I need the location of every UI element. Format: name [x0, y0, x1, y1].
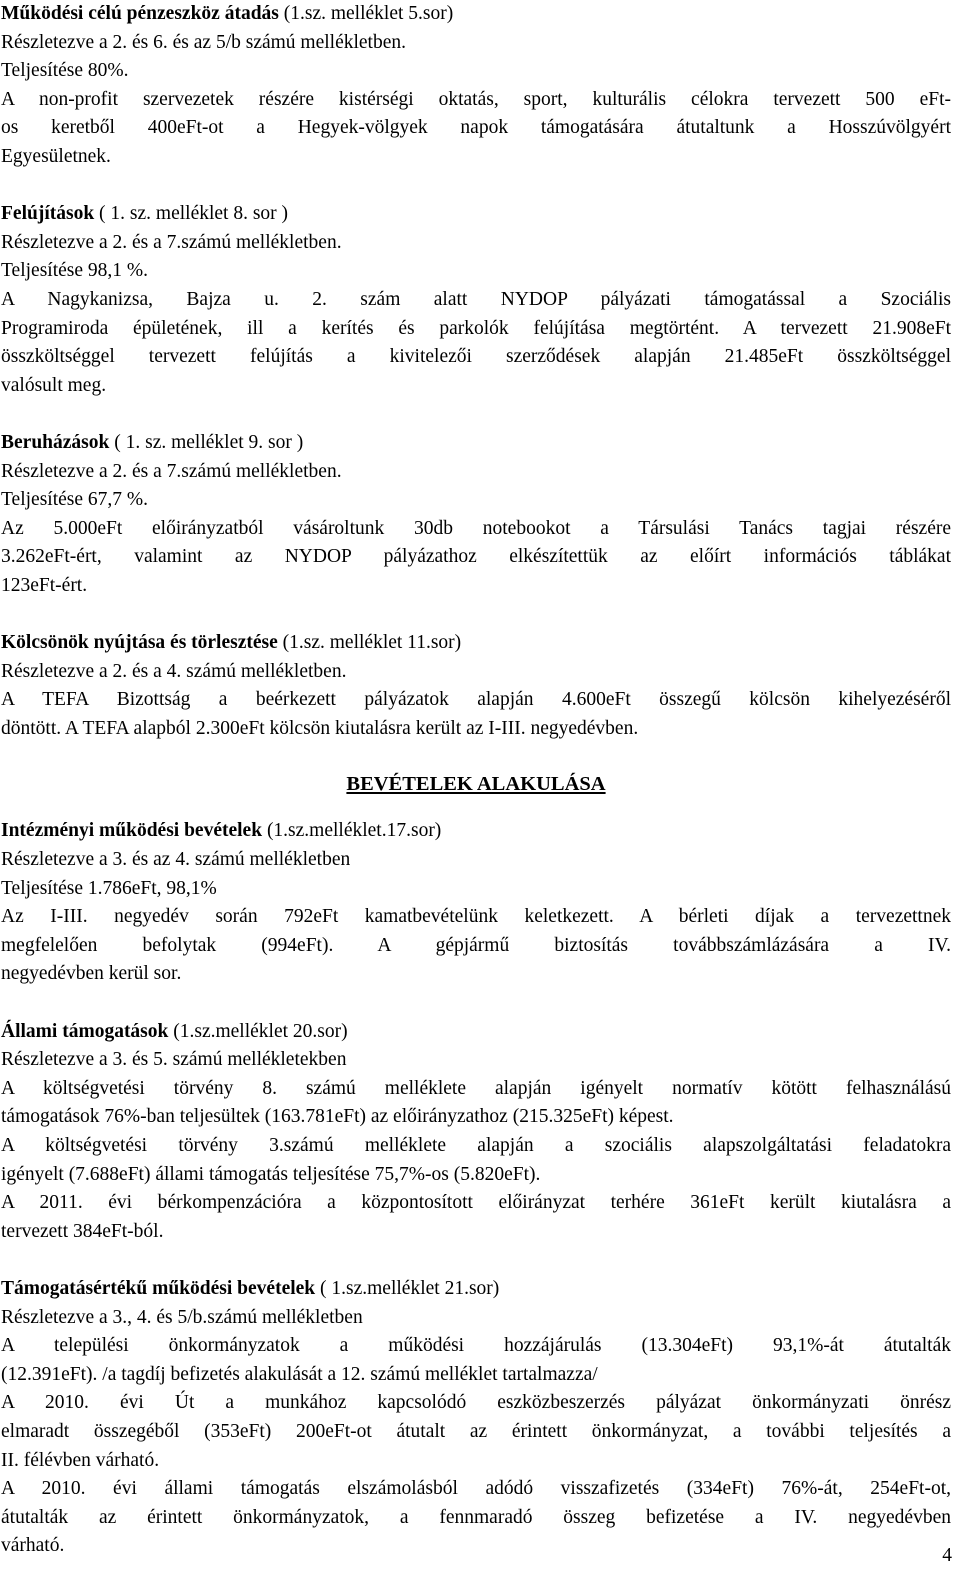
body-line: A non-profit szervezetek részére kistérségi oktatás, sport, kulturális célokra tervezett 500 eFt- [1, 88, 951, 110]
body-line: II. félévben várható. [1, 1449, 160, 1471]
detail-line: Részletezve a 3. és 5. számú mellékletekben [1, 1049, 347, 1071]
section-heading [1, 200, 951, 229]
body-line: valósult meg. [1, 374, 107, 396]
body-line: összköltséggel tervezett felújítás a kivitelezői szerződések alapján 21.485eFt összköltséggel [1, 346, 951, 368]
body-line: 3.262eFt-ért, valamint az NYDOP pályázathoz elkészítettük az előírt információs táblákat [1, 546, 951, 568]
spacer [1, 743, 951, 765]
detail-line: Részletezve a 3. és az 4. számú mellékletben [1, 849, 351, 871]
body-line: Programiroda épületének, ill a kerítés és parkolók felújítása megtörtént. A tervezett 21.908eFt [1, 317, 951, 339]
body-line: (12.391eFt). /a tagdíj befizetés alakulását a 12. számú melléklet tartalmazza/ [1, 1363, 598, 1385]
detail-line: Részletezve a 2. és a 7.számú mellékletben. [1, 231, 342, 253]
spacer [1, 803, 951, 817]
page-number: 4 [942, 1545, 952, 1566]
body-line: megfelelően befolytak (994eFt). A gépjármű biztosítás továbbszámlázására a IV. [1, 934, 951, 956]
spacer [1, 172, 951, 201]
body-line: A Nagykanizsa, Bajza u. 2. szám alatt NYDOP pályázati támogatással a Szociális [1, 288, 951, 310]
heading-bold: Támogatásértékű működési bevételek [1, 1277, 316, 1299]
spacer [1, 600, 951, 629]
body-line: A költségvetési törvény 8. számú melléklete alapján igényelt normatív kötött felhasználású [1, 1077, 951, 1099]
heading-bold: Beruházások [1, 431, 110, 453]
completion-line: Teljesítése 1.786eFt, 98,1% [1, 877, 217, 899]
body-line: igényelt (7.688eFt) állami támogatás teljesítése 75,7%-os (5.820eFt). [1, 1163, 541, 1185]
detail-line: Részletezve a 2. és 6. és az 5/b számú mellékletben. [1, 31, 407, 53]
section-heading [1, 429, 951, 458]
body-line: A 2010. évi Út a munkához kapcsolódó eszközbeszerzés pályázat önkormányzati önrész [1, 1392, 951, 1414]
section-heading [1, 1018, 951, 1047]
heading-rest: ( 1. sz. melléklet 9. sor ) [109, 431, 304, 453]
heading-bold: Működési célú pénzeszköz átadás [1, 3, 279, 24]
body-line: tervezett 384eFt-ból. [1, 1220, 164, 1242]
heading-rest: (1.sz. melléklet 11.sor) [277, 632, 462, 654]
body-line: negyedévben kerül sor. [1, 963, 182, 985]
body-line: Egyesületnek. [1, 145, 111, 167]
heading-rest: (1.sz.melléklet.17.sor) [262, 820, 442, 842]
heading-bold: Felújítások [1, 203, 95, 225]
body-line: Az 5.000eFt előirányzatból vásároltunk 30db notebookot a Társulási Tanács tagjai részére [1, 517, 951, 539]
body-line: Az I-III. negyedév során 792eFt kamatbevételünk keletkezett. A bérleti díjak a tervezettnek [1, 906, 951, 928]
heading-bold: Intézményi működési bevételek [1, 820, 263, 842]
spacer [1, 989, 951, 1018]
body-line: 123eFt-ért. [1, 574, 88, 596]
heading-bold: Kölcsönök nyújtása és törlesztése [1, 632, 278, 654]
section-heading [1, 817, 951, 846]
heading-rest: ( 1.sz.melléklet 21.sor) [315, 1277, 500, 1299]
body-line: A 2011. évi bérkompenzációra a központosított előirányzat terhére 361eFt került kiutalásra a [1, 1192, 951, 1214]
detail-line: Részletezve a 2. és a 7.számú mellékletben. [1, 460, 342, 482]
section-title: BEVÉTELEK ALAKULÁSA [346, 773, 606, 796]
body-line: A települési önkormányzatok a működési hozzájárulás (13.304eFt) 93,1%-át átutalták [1, 1335, 951, 1357]
heading-rest: ( 1. sz. melléklet 8. sor ) [94, 203, 289, 225]
heading-rest: (1.sz.melléklet 20.sor) [168, 1020, 348, 1042]
body-line: elmaradt összegéből (353eFt) 200eFt-ot átutalt az érintett önkormányzat, a további teljesítés a [1, 1420, 951, 1442]
completion-line: Teljesítése 67,7 %. [1, 489, 149, 511]
spacer [1, 1246, 951, 1275]
heading-bold: Állami támogatások [1, 1020, 169, 1042]
section-heading [1, 1275, 951, 1304]
heading-rest: (1.sz. melléklet 5.sor) [278, 3, 454, 24]
body-line: A TEFA Bizottság a beérkezett pályázatok alapján 4.600eFt összegű kölcsön kihelyezéséről [1, 689, 951, 711]
spacer [1, 400, 951, 429]
body-line: A költségvetési törvény 3.számú melléklete alapján a szociális alapszolgáltatási feladatokra [1, 1134, 951, 1156]
body-line: támogatások 76%-ban teljesültek (163.781eFt) az előirányzathoz (215.325eFt) képest. [1, 1106, 674, 1128]
body-line: os keretből 400eFt-ot a Hegyek-völgyek napok támogatására átutaltunk a Hosszúvölgyért [1, 117, 951, 139]
detail-line: Részletezve a 2. és a 4. számú mellékletben. [1, 660, 347, 682]
document-content [1, 0, 951, 1561]
detail-line: Részletezve a 3., 4. és 5/b.számú mellékletben [1, 1306, 363, 1328]
body-line: A 2010. évi állami támogatás elszámolásból adódó visszafizetés (334eFt) 76%-át, 254eFt-ot, [1, 1478, 951, 1500]
completion-line: Teljesítése 98,1 %. [1, 260, 149, 282]
body-line: átutalták az érintett önkormányzatok, a fennmaradó összeg befizetése a IV. negyedévben [1, 1506, 951, 1528]
section-heading [1, 629, 951, 658]
completion-line: Teljesítése 80%. [1, 60, 129, 82]
body-line: várható. [1, 1535, 65, 1557]
body-line: döntött. A TEFA alapból 2.300eFt kölcsön kiutalásra került az I-III. negyedévben. [1, 717, 639, 739]
section-heading [1, 0, 951, 29]
